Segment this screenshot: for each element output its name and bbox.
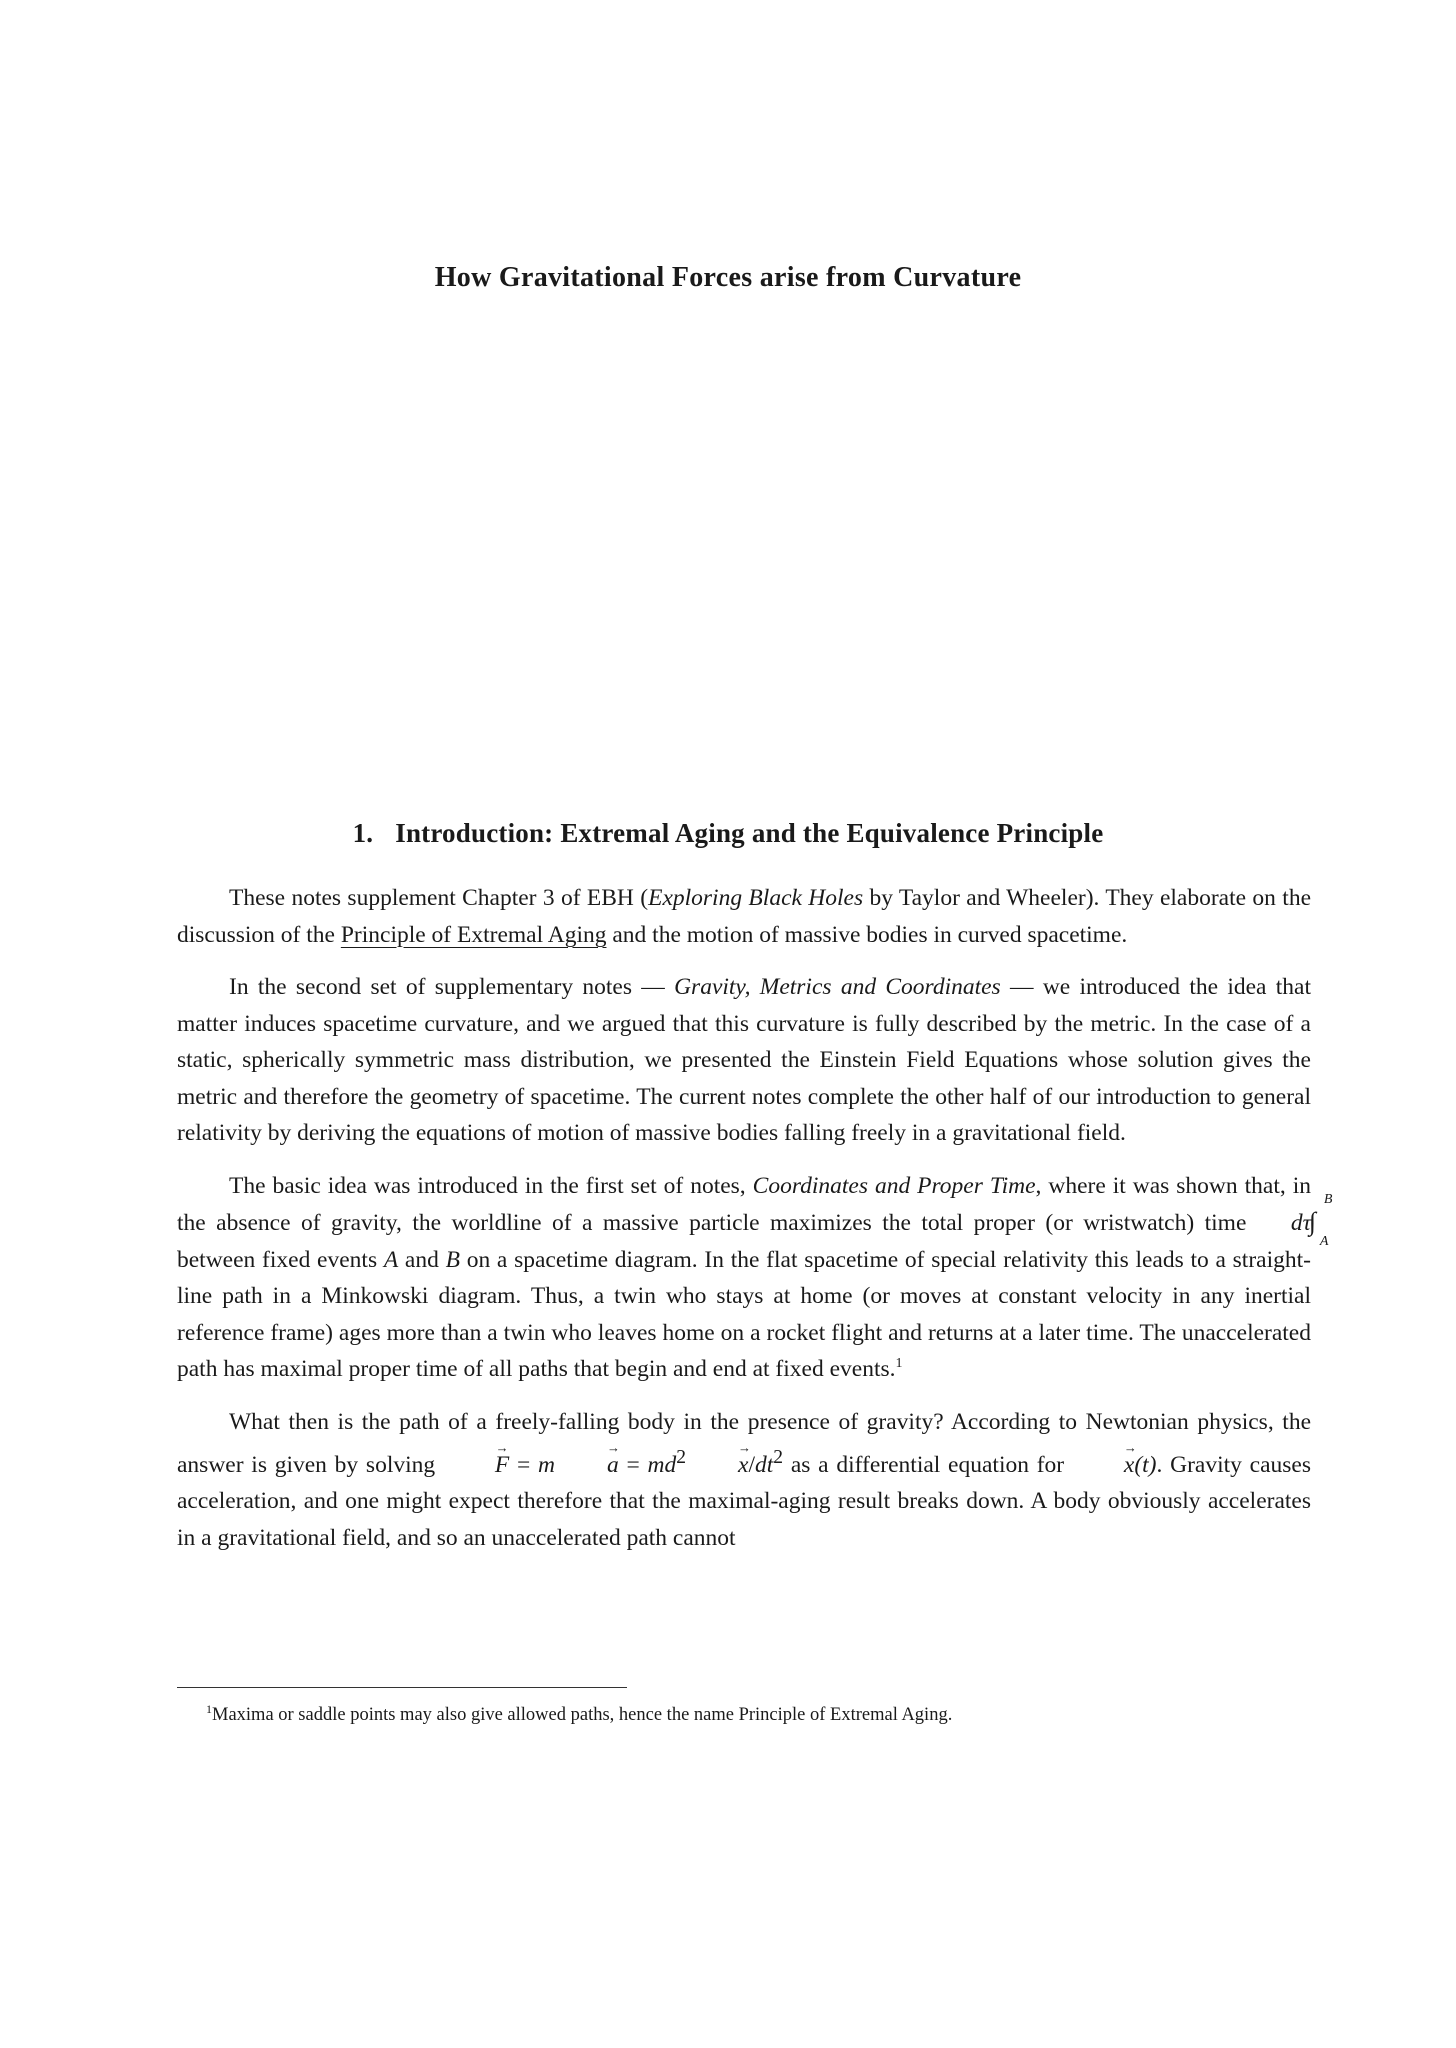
text-run: , where it was shown that, in the absence of gravity, the worldline of a massive particle maximizes the total proper (or wristwatch) time: [177, 1172, 1311, 1236]
footnote-mark: 1: [206, 1702, 212, 1716]
text-run: as a differential equation for: [783, 1451, 1072, 1478]
notes-reference: Gravity, Metrics and Coordinates: [674, 974, 1001, 1000]
page-title: How Gravitational Forces arise from Curvature: [434, 262, 1022, 293]
exponent: 2: [676, 1447, 687, 1468]
event-a: A: [383, 1246, 399, 1273]
force-vector: → F: [443, 1447, 509, 1484]
slash: /: [748, 1451, 756, 1478]
mass-symbol: m: [538, 1451, 555, 1478]
newton-equation: [443, 1447, 784, 1478]
paragraph-3: [177, 1168, 1333, 1388]
integral-upper-limit: B: [1323, 1192, 1333, 1207]
body-text: [177, 880, 1333, 1572]
book-title: Exploring Black Holes: [648, 885, 864, 911]
section-number: 1.: [352, 818, 374, 848]
footnote-reference[interactable]: 1: [895, 1356, 903, 1371]
time-argument: (t): [1134, 1451, 1157, 1478]
paragraph-4: [177, 1404, 1311, 1557]
section-heading: [0, 818, 1456, 849]
text-run: between fixed events: [177, 1246, 384, 1273]
position-vector: → x: [686, 1447, 748, 1484]
integral-lower-limit: A: [1319, 1233, 1329, 1249]
text-run: and the motion of massive bodies in curved spacetime.: [606, 921, 1128, 948]
principle-link[interactable]: Principle of Extremal Aging: [340, 921, 607, 948]
integrand: dτ: [1290, 1210, 1311, 1236]
section-heading-text: Introduction: Extremal Aging and the Equivalence Principle: [395, 818, 1104, 848]
position-vector: → x: [1072, 1447, 1134, 1484]
text-run: The basic idea was introduced in the first set of notes,: [229, 1172, 753, 1199]
text-run: These notes supplement Chapter 3 of EBH (: [229, 885, 649, 911]
integral-expression: ∫ B A: [1257, 1204, 1291, 1242]
exponent: 2: [773, 1447, 784, 1468]
text-run: by Taylor and Wheeler). They elaborate on the discussion of the: [177, 885, 1311, 948]
text-run: on a spacetime diagram. In the flat spacetime of special relativity this leads to a straight-line path in a Minkowski diagram. Thus, a twin who stays at home (or moves at constant velocity in any inertial reference frame) ages more than a twin who leaves home on a rocket flight and returns at a later time. The unaccelerated path has maximal proper time of all paths that begin and end at fixed events.: [177, 1246, 1311, 1382]
mass-derivative: md: [647, 1451, 677, 1478]
footnote: [206, 1702, 952, 1726]
equals-sign: =: [509, 1451, 539, 1478]
text-run: . Gravity causes acceleration, and one might expect therefore that the maximal-aging result breaks down. A body obviously accelerates in a gravitational field, and so an unaccelerated path cannot: [177, 1451, 1311, 1551]
footnote-text: Maxima or saddle points may also give allowed paths, hence the name Principle of Extremal Aging.: [212, 1705, 953, 1725]
time-derivative: dt: [755, 1451, 774, 1478]
text-run: What then is the path of a freely-falling body in the presence of gravity? According to Newtonian physics, the answer is given by solving: [177, 1408, 1311, 1478]
text-run: and: [398, 1246, 446, 1273]
event-b: B: [445, 1246, 460, 1273]
text-run: — we introduced the idea that matter induces spacetime curvature, and we argued that this curvature is fully described by the metric. In the case of a static, spherically symmetric mass distribution, we presented the Einstein Field Equations whose solution gives the metric and therefore the geometry of spacetime. The current notes complete the other half of our introduction to general relativity by deriving the equations of motion of massive bodies falling freely in a gravitational field.: [177, 974, 1312, 1146]
text-run: In the second set of supplementary notes —: [229, 974, 675, 1000]
equals-sign: =: [618, 1451, 648, 1478]
paragraph-2: [177, 969, 1311, 1152]
acceleration-vector: → a: [555, 1447, 619, 1484]
footnote-rule: [177, 1687, 627, 1688]
notes-reference: Coordinates and Proper Time: [752, 1172, 1036, 1199]
paragraph-1: [177, 880, 1311, 953]
